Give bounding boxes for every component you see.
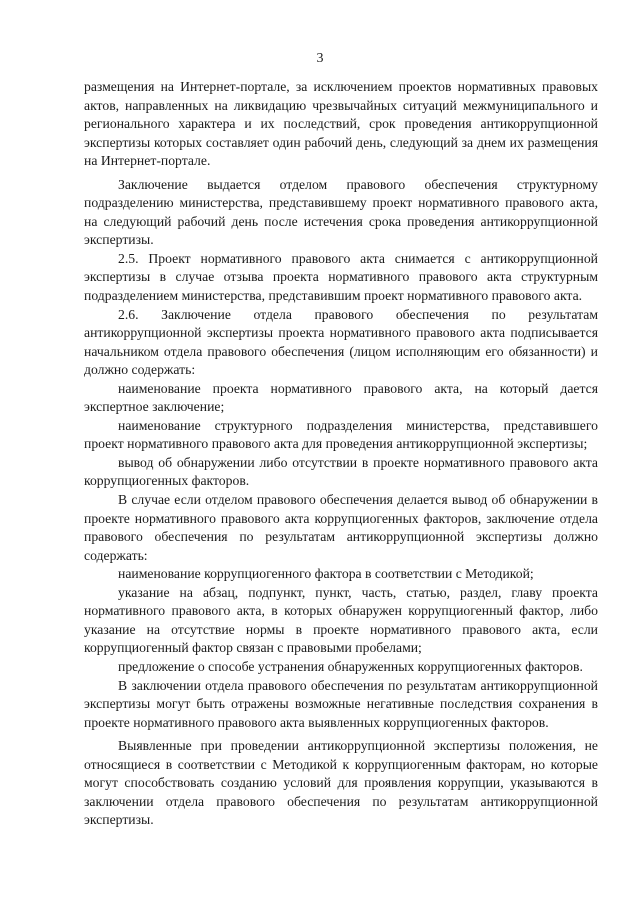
paragraph-item-conclusion: вывод об обнаружении либо отсутствии в проекте нормативного правового акта коррупциогенных факторов.	[84, 454, 598, 489]
paragraph-item-project-name: наименование проекта нормативного правового акта, на который дается экспертное заключение;	[84, 380, 598, 415]
paragraph-item-location: указание на абзац, подпункт, пункт, часть, статью, раздел, главу проекта нормативного правового акта, в которых обнаружен коррупциогенный фактор, либо указание на отсутствие нормы в проекте нормативного правового акта, если коррупциогенный фактор связан с правовыми пробелами;	[84, 584, 598, 656]
paragraph-if-factors-found: В случае если отделом правового обеспечения делается вывод об обнаружении в проекте нормативного правового акта коррупциогенных факторов, заключение отдела правового обеспечения по результатам антикоррупционной экспертизы должно содержать:	[84, 492, 598, 563]
paragraph-item-factor-name: наименование коррупциогенного фактора в соответствии с Методикой;	[118, 566, 534, 582]
paragraph-conclusion-issued: Заключение выдается отделом правового обеспечения структурному подразделению министерства, представившему проект нормативного правового акта, на следующий рабочий день после истечения срока проведения антикоррупционной экспертизы.	[84, 176, 598, 248]
paragraph-item-proposal: предложение о способе устранения обнаруженных коррупциогенных факторов.	[118, 658, 583, 674]
paragraph-other-provisions: Выявленные при проведении антикоррупционной экспертизы положения, не относящиеся в соответствии с Методикой к коррупциогенным факторам, но которые могут способствовать созданию условий для проявления коррупции, указываются в заключении отдела правового обеспечения по результатам антикоррупционной экспертизы.	[84, 738, 598, 828]
paragraph-continuation: размещения на Интернет-портале, за исключением проектов нормативных правовых актов, направленных на ликвидацию чрезвычайных ситуаций межмуниципального и регионального характера и их последствий, срок проведения антикоррупционной экспертизы которых составляет один рабочий день, следующий за днем их размещения на Интернет-портале.	[84, 79, 598, 169]
paragraph-item-department-name: наименование структурного подразделения министерства, представившего проект нормативного правового акта для проведения антикоррупционной экспертизы;	[84, 417, 598, 452]
document-body	[84, 78, 598, 830]
paragraph-2-5: 2.5. Проект нормативного правового акта снимается с антикоррупционной экспертизы в случае отзыва проекта нормативного правового акта структурным подразделением министерства, представившим проект нормативного правового акта.	[84, 250, 598, 304]
paragraph-2-6: 2.6. Заключение отдела правового обеспечения по результатам антикоррупционной экспертизы проекта нормативного правового акта подписывается начальником отдела правового обеспечения (лицом исполняющим его обязанности) и должно содержать:	[84, 306, 598, 378]
paragraph-negative-consequences: В заключении отдела правового обеспечения по результатам антикоррупционной экспертизы могут быть отражены возможные негативные последствия сохранения в проекте нормативного правового акта выявленных коррупциогенных факторов.	[84, 677, 598, 730]
page-number: 3	[316, 51, 324, 66]
